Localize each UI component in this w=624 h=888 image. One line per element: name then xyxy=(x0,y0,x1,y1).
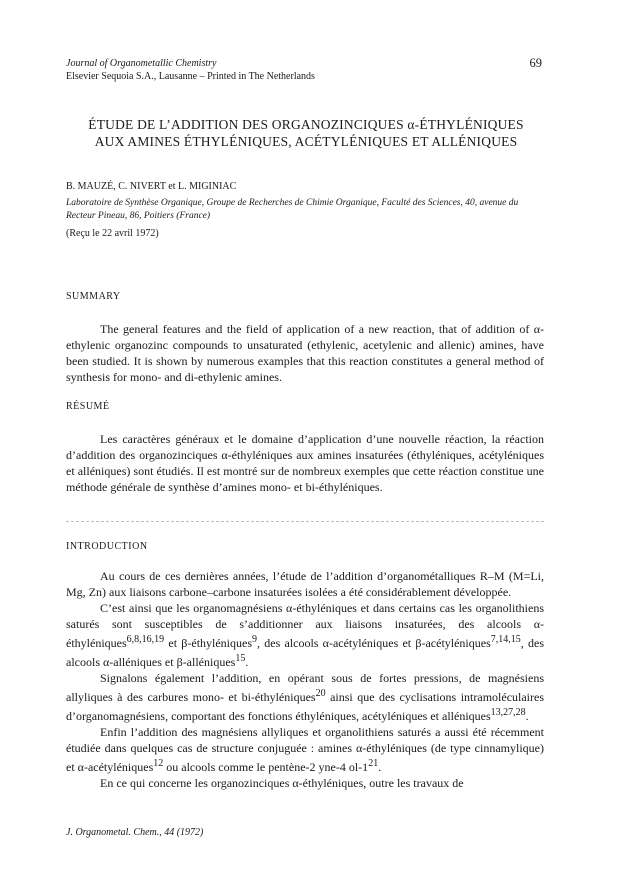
summary-heading: SUMMARY xyxy=(66,291,121,302)
summary-text xyxy=(66,321,544,385)
summary-paragraph: The general features and the field of application of a new reaction, that of addition of α-ethylenic organozinc compounds to unsaturated (ethylenic, acetylenic and allenic) amines, have been studied. It is shown by numerous examples that this reaction constitutes a general method of synthesis for mono- and di-ethylenic amines. xyxy=(66,322,544,384)
introduction-heading: INTRODUCTION xyxy=(66,541,148,552)
intro-p4-text-a: Enfin l’addition des magnésiens allyliques et organolithiens saturés a aussi été récemment étudiée dans quelques cas de structure conjuguée : amines α-éthyléniques (de type cinnamylique) et α-acétyléniques xyxy=(66,725,544,774)
citation: 13,27,28 xyxy=(490,707,526,718)
citation: 21 xyxy=(368,758,379,769)
resume-paragraph: Les caractères généraux et le domaine d’application d’une nouvelle réaction, la réaction d’addition des organozinciques α-éthyléniques aux amines insaturées (éthyléniques, acétyléniques et alléniques) sont étudiés. Il est montré sur de nombreux exemples que cette réaction constitue une méthode générale de synthèse d’amines mono- et bi-éthyléniques. xyxy=(66,432,544,494)
intro-p2-text-b: et β-éthyléniques xyxy=(164,636,253,650)
publisher-line: Elsevier Sequoia S.A., Lausanne – Printed in The Netherlands xyxy=(66,71,315,82)
intro-p2-text-c: , des alcools α-acétyléniques et β-acétyléniques xyxy=(257,636,491,650)
intro-paragraph-2 xyxy=(66,600,544,670)
citation: 9 xyxy=(252,634,258,645)
citation: 12 xyxy=(153,758,164,769)
citation: 15 xyxy=(235,653,246,664)
intro-p4-text-c: . xyxy=(378,760,382,774)
received-date: (Reçu le 22 avril 1972) xyxy=(66,228,159,239)
intro-paragraph-5: En ce qui concerne les organozinciques α-éthyléniques, outre les travaux de xyxy=(100,776,464,790)
section-divider xyxy=(66,521,544,522)
affiliation: Laboratoire de Synthèse Organique, Groupe de Recherches de Chimie Organique, Faculté des Sciences, 40, avenue du Recteur Pineau, 86, Poitiers (France) xyxy=(66,198,519,221)
title-line-2: AUX AMINES ÉTHYLÉNIQUES, ACÉTYLÉNIQUES ET ALLÉNIQUES xyxy=(94,134,518,149)
intro-p2-text-e: . xyxy=(245,655,249,669)
resume-heading: RÉSUMÉ xyxy=(66,401,110,412)
page-number: 69 xyxy=(529,56,542,70)
citation: 7,14,15 xyxy=(490,634,521,645)
intro-paragraph-4 xyxy=(66,724,544,775)
authors: B. MAUZÉ, C. NIVERT et L. MIGINIAC xyxy=(66,181,237,192)
intro-p3-text-a: Signalons également l’addition, en opérant sous de fortes pressions, de magnésiens allyliques à des carbures mono- et bi-éthyléniques xyxy=(66,671,544,704)
intro-p4-text-b: ou alcools comme le pentène-2 yne-4 ol-1 xyxy=(163,760,369,774)
citation: 20 xyxy=(315,688,326,699)
intro-p3-text-b: ainsi que des cyclisations intramoléculaires d’organomagnésiens, comportant des fonctions éthyléniques, acétyléniques et alléniques xyxy=(66,690,545,723)
introduction-text xyxy=(66,568,544,791)
intro-p2-text-d: , des alcools α-alléniques et β-alléniques xyxy=(66,636,544,669)
article-title xyxy=(66,116,546,150)
intro-p2-text-a: C’est ainsi que les organomagnésiens α-éthyléniques et dans certains cas les organolithiens saturés sont susceptibles de s’additionner aux liaisons insaturées, des alcools α-éthyléniques xyxy=(66,601,544,650)
title-line-1: ÉTUDE DE L’ADDITION DES ORGANOZINCIQUES α-ÉTHYLÉNIQUES xyxy=(88,117,524,132)
intro-p3-text-c: . xyxy=(525,709,529,723)
journal-name: Journal of Organometallic Chemistry xyxy=(66,58,217,69)
citation: 6,8,16,19 xyxy=(126,634,165,645)
intro-paragraph-1: Au cours de ces dernières années, l’étude de l’addition d’organométalliques R–M (M=Li, Mg, Zn) aux liaisons carbone–carbone insaturées isolées a été considérablement développée. xyxy=(66,569,544,599)
intro-paragraph-3 xyxy=(66,670,544,724)
resume-text xyxy=(66,431,544,495)
footer-citation: J. Organometal. Chem., 44 (1972) xyxy=(66,827,204,838)
